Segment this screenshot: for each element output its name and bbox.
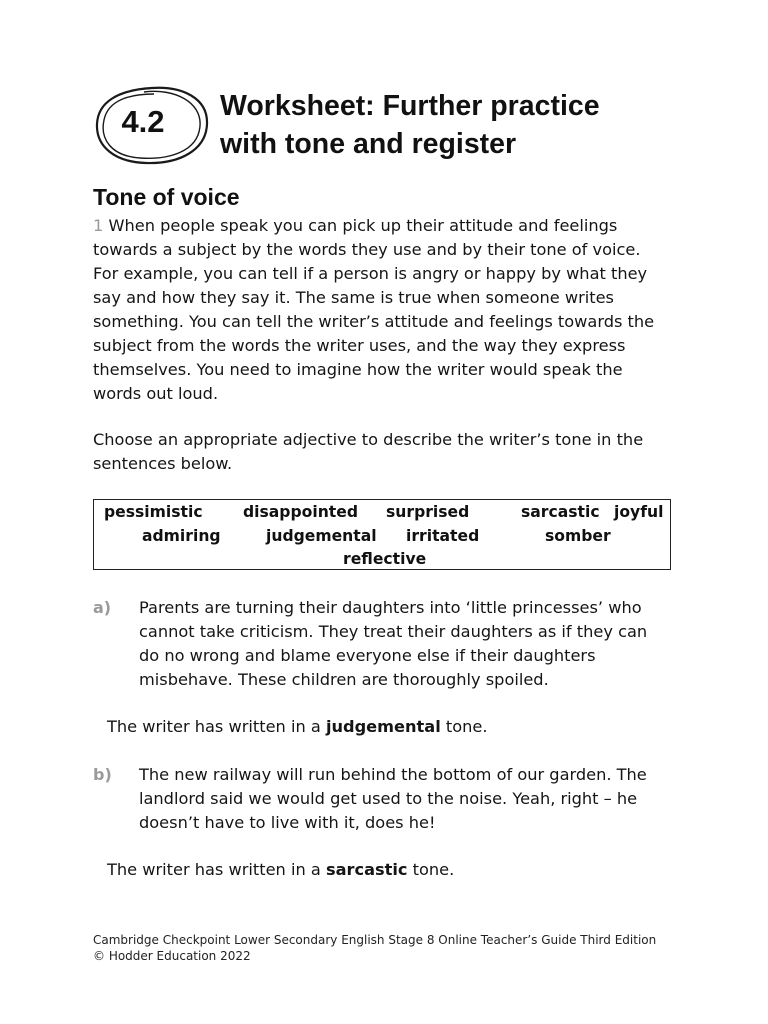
instruction-line: Choose an appropriate adjective to describe the writer’s tone in the: [93, 430, 644, 449]
question-label-a: a): [93, 598, 112, 617]
answer-word: sarcastic: [325, 860, 408, 879]
intro-line: For example, you can tell if a person is angry or happy by what they: [93, 264, 648, 283]
intro-line: subject from the words the writer uses, and the way they express: [93, 336, 626, 355]
answer-prefix: The writer has written in a: [107, 717, 321, 736]
intro-paragraph: [93, 214, 683, 406]
section-number: 4.2: [121, 104, 165, 139]
instruction-line: sentences below.: [93, 454, 233, 473]
answer-b: [107, 858, 454, 882]
instruction-text: [93, 428, 683, 476]
question-text-a: [139, 596, 699, 692]
word-bank-item: surprised: [386, 503, 470, 521]
word-bank-item: joyful: [614, 503, 664, 521]
footer-line-1: Cambridge Checkpoint Lower Secondary English Stage 8 Online Teacher’s Guide Third Edition: [93, 933, 657, 947]
question-label-b: b): [93, 765, 112, 784]
question-line: landlord said we would get used to the noise. Yeah, right – he: [139, 789, 638, 808]
answer-suffix: tone.: [445, 717, 488, 736]
intro-line: say and how they say it. The same is true when someone writes: [93, 288, 614, 307]
intro-line: something. You can tell the writer’s attitude and feelings towards the: [93, 312, 655, 331]
intro-line: 1 When people speak you can pick up their attitude and feelings: [93, 216, 618, 235]
question-line: do no wrong and blame everyone else if their daughters: [139, 646, 596, 665]
answer-suffix: tone.: [412, 860, 455, 879]
word-bank-item: disappointed: [243, 503, 358, 521]
word-bank-item: judgemental: [266, 527, 377, 545]
question-text-b: [139, 763, 699, 835]
word-bank-box: [93, 499, 671, 570]
intro-line: towards a subject by the words they use and by their tone of voice.: [93, 240, 641, 259]
intro-line: themselves. You need to imagine how the writer would speak the: [93, 360, 623, 379]
question-line: misbehave. These children are thoroughly spoiled.: [139, 670, 549, 689]
section-number-badge: [90, 80, 218, 172]
answer-prefix: The writer has written in a: [107, 860, 321, 879]
title-line-2: with tone and register: [220, 128, 517, 160]
question-number: 1: [93, 216, 104, 235]
question-line: Parents are turning their daughters into ‘little princesses’ who: [139, 598, 642, 617]
section-heading: Tone of voice: [93, 184, 240, 210]
word-bank-item: admiring: [142, 527, 221, 545]
intro-line: words out loud.: [93, 384, 219, 403]
title-line-1: Worksheet: Further practice: [220, 90, 600, 122]
page-footer: [93, 932, 656, 964]
word-bank-item: sarcastic: [521, 503, 600, 521]
word-bank-item: somber: [545, 527, 611, 545]
question-line: The new railway will run behind the bottom of our garden. The: [139, 765, 647, 784]
word-bank-item: pessimistic: [104, 503, 203, 521]
page-title: [220, 87, 600, 163]
question-line: doesn’t have to live with it, does he!: [139, 813, 436, 832]
question-line: cannot take criticism. They treat their daughters as if they can: [139, 622, 648, 641]
answer-a: [107, 715, 488, 739]
word-bank-item: irritated: [406, 527, 480, 545]
answer-word: judgemental: [325, 717, 441, 736]
footer-line-2: © Hodder Education 2022: [93, 949, 251, 963]
word-bank-item: reflective: [343, 550, 427, 568]
